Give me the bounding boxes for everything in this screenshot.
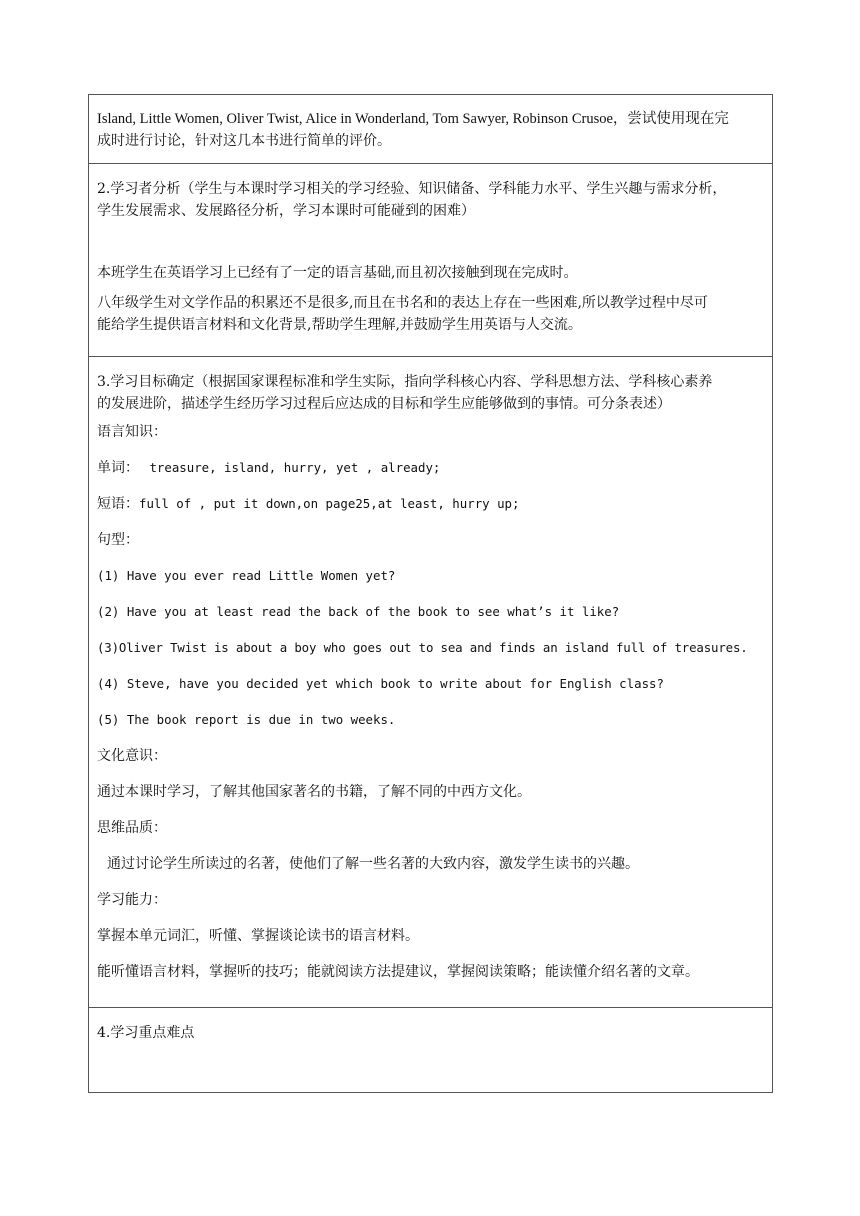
learning-ability-text-2: 能听懂语言材料，掌握听的技巧；能就阅读方法提建议，掌握阅读策略；能读懂介绍名著的文章。 <box>97 964 699 980</box>
section-1-cell <box>89 95 773 164</box>
section-3-heading-line1: 3.学习目标确定（根据国家课程标准和学生实际，指向学科核心内容、学科思想方法、学科核心素养 <box>97 374 713 390</box>
section-2-cell <box>89 164 773 357</box>
words-label: 单词： <box>97 460 139 476</box>
section-4-heading: 4.学习重点难点 <box>97 1025 195 1041</box>
sentence-1: (1) Have you ever read Little Women yet? <box>97 568 396 583</box>
section-1-row <box>89 95 773 164</box>
section-3-row <box>89 357 773 1008</box>
sentence-5: (5) The book report is due in two weeks. <box>97 712 396 727</box>
section-3-heading-line2: 的发展进阶，描述学生经历学习过程后应达成的目标和学生应能够做到的事情。可分条表述） <box>97 396 671 412</box>
phrases-value: full of , put it down,on page25,at least, hurry up; <box>139 496 520 511</box>
section-2-heading-line1: 2.学习者分析（学生与本课时学习相关的学习经验、知识储备、学科能力水平、学生兴趣与需求分析， <box>97 181 727 197</box>
cultural-awareness-text: 通过本课时学习，了解其他国家著名的书籍，了解不同的中西方文化。 <box>97 784 531 800</box>
section-2-row <box>89 164 773 357</box>
section-2-para1: 本班学生在英语学习上已经有了一定的语言基础,而且初次接触到现在完成时。 <box>97 265 578 281</box>
thinking-quality-text: 通过讨论学生所读过的名著，使他们了解一些名著的大致内容，激发学生读书的兴趣。 <box>107 856 639 872</box>
phrases-line <box>97 493 765 515</box>
section-2-para2-line1: 八年级学生对文学作品的积累还不是很多,而且在书名和的表达上存在一些困难,所以教学过程中尽可 <box>97 295 708 311</box>
section-3-cell <box>89 357 773 1008</box>
section-2-para2-line2: 能给学生提供语言材料和文化背景,帮助学生理解,并鼓励学生用英语与人交流。 <box>97 317 582 333</box>
cultural-awareness-label: 文化意识： <box>97 748 167 764</box>
section-2-heading-line2: 学生发展需求、发展路径分析，学习本课时可能碰到的困难） <box>97 203 475 219</box>
words-line <box>97 457 765 479</box>
learning-ability-label: 学习能力： <box>97 892 167 908</box>
thinking-quality-label: 思维品质： <box>97 820 167 836</box>
sentence-2: (2) Have you at least read the back of the book to see what’s it like? <box>97 604 620 619</box>
language-knowledge-label: 语言知识： <box>97 424 167 440</box>
section-1-text-line2: 成时进行讨论，针对这几本书进行简单的评价。 <box>97 133 391 149</box>
section-4-row <box>89 1008 773 1093</box>
sentence-patterns-label: 句型： <box>97 532 139 548</box>
lesson-plan-table <box>88 94 773 1093</box>
phrases-label: 短语： <box>97 496 139 512</box>
section-4-cell <box>89 1008 773 1093</box>
words-value: treasure, island, hurry, yet , already; <box>149 460 441 475</box>
sentence-3: (3)Oliver Twist is about a boy who goes out to sea and finds an island full of treasures. <box>97 640 748 655</box>
sentence-4: (4) Steve, have you decided yet which book to write about for English class? <box>97 676 664 691</box>
learning-ability-text-1: 掌握本单元词汇，听懂、掌握谈论读书的语言材料。 <box>97 928 419 944</box>
section-1-text-line1: Island, Little Women, Oliver Twist, Alice in Wonderland, Tom Sawyer, Robinson Crusoe，尝试使用现在完 <box>97 111 729 127</box>
